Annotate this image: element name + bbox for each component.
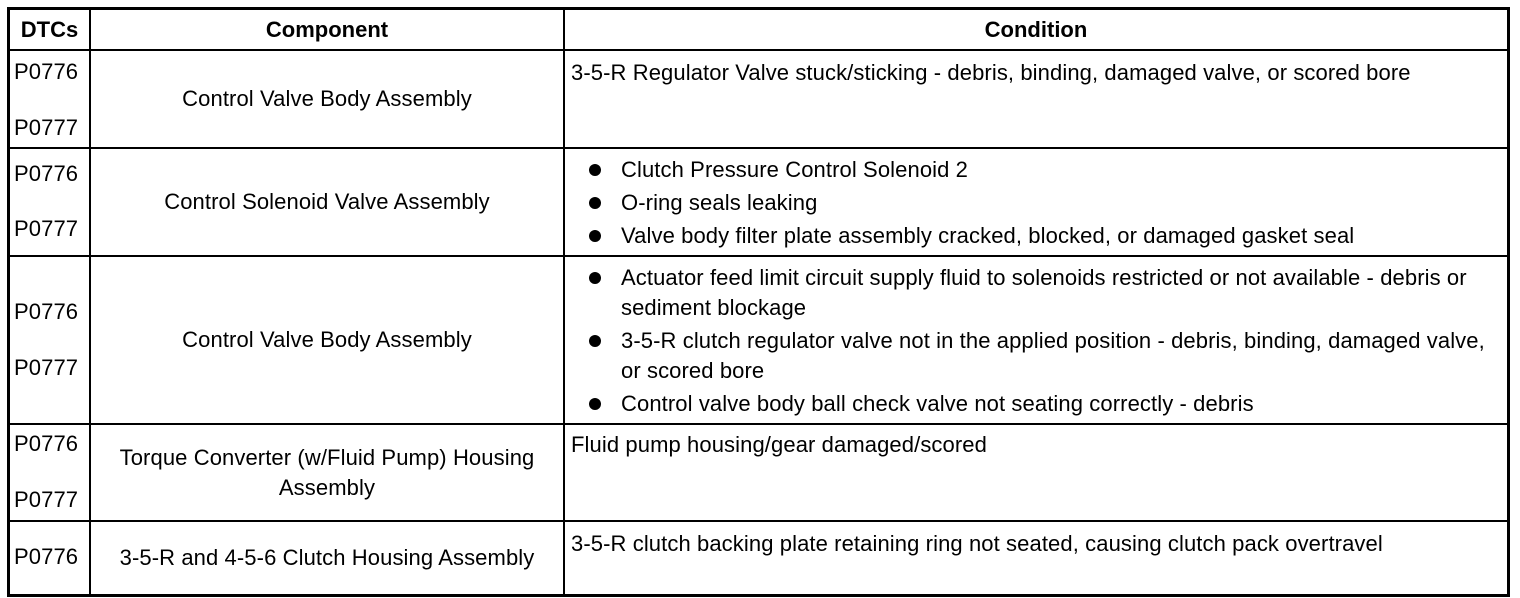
condition-text: 3-5-R clutch backing plate retaining ring not seated, causing clutch pack overtravel bbox=[571, 531, 1383, 556]
condition-cell bbox=[565, 149, 1507, 255]
dtc-code: P0777 bbox=[14, 115, 79, 140]
dtc-code: P0776 bbox=[14, 161, 79, 186]
dtc-cell bbox=[10, 425, 91, 520]
dtc-code: P0777 bbox=[14, 216, 79, 241]
header-condition: Condition bbox=[984, 16, 1088, 42]
header-dtcs: DTCs bbox=[10, 10, 91, 49]
component-name: Control Valve Body Assembly bbox=[182, 327, 472, 352]
header-component: Component bbox=[91, 10, 565, 49]
table-header-row bbox=[10, 10, 1507, 49]
dtc-cell bbox=[10, 522, 91, 594]
dtc-code: P0776 bbox=[14, 299, 79, 324]
table-row bbox=[10, 147, 1507, 255]
component-name: Control Solenoid Valve Assembly bbox=[164, 189, 490, 214]
dtc-cell bbox=[10, 149, 91, 255]
condition-cell bbox=[565, 522, 1507, 594]
condition-list bbox=[589, 155, 1487, 254]
condition-list bbox=[589, 263, 1487, 422]
table-row bbox=[10, 255, 1507, 423]
component-cell bbox=[91, 149, 565, 255]
component-name: Control Valve Body Assembly bbox=[182, 86, 472, 111]
component-cell bbox=[91, 257, 565, 423]
component-name: 3-5-R and 4-5-6 Clutch Housing Assembly bbox=[119, 545, 535, 570]
condition-bullet: Actuator feed limit circuit supply fluid to solenoids restricted or not available - debris or sediment blockage bbox=[589, 263, 1487, 323]
condition-bullet: Valve body filter plate assembly cracked, blocked, or damaged gasket seal bbox=[589, 221, 1487, 251]
table-row bbox=[10, 520, 1507, 594]
condition-cell bbox=[565, 51, 1507, 147]
condition-cell bbox=[565, 257, 1507, 423]
dtc-table bbox=[7, 7, 1510, 597]
component-cell bbox=[91, 522, 565, 594]
condition-bullet: Control valve body ball check valve not seating correctly - debris bbox=[589, 389, 1487, 419]
component-cell bbox=[91, 425, 565, 520]
dtc-code: P0777 bbox=[14, 487, 79, 512]
component-cell bbox=[91, 51, 565, 147]
dtc-cell bbox=[10, 51, 91, 147]
dtc-code: P0776 bbox=[14, 544, 79, 569]
condition-bullet: 3-5-R clutch regulator valve not in the applied position - debris, binding, damaged valve, or scored bore bbox=[589, 326, 1487, 386]
dtc-code: P0776 bbox=[14, 431, 79, 456]
dtc-code: P0776 bbox=[14, 59, 79, 84]
table-row bbox=[10, 49, 1507, 147]
dtc-code: P0777 bbox=[14, 355, 79, 380]
condition-bullet: Clutch Pressure Control Solenoid 2 bbox=[589, 155, 1487, 185]
component-name: Torque Converter (w/Fluid Pump) Housing Assembly bbox=[119, 444, 535, 500]
table-row bbox=[10, 423, 1507, 520]
dtc-cell bbox=[10, 257, 91, 423]
condition-text: 3-5-R Regulator Valve stuck/sticking - debris, binding, damaged valve, or scored bore bbox=[571, 60, 1411, 85]
condition-text: Fluid pump housing/gear damaged/scored bbox=[571, 432, 987, 457]
condition-cell bbox=[565, 425, 1507, 520]
condition-bullet: O-ring seals leaking bbox=[589, 188, 1487, 218]
